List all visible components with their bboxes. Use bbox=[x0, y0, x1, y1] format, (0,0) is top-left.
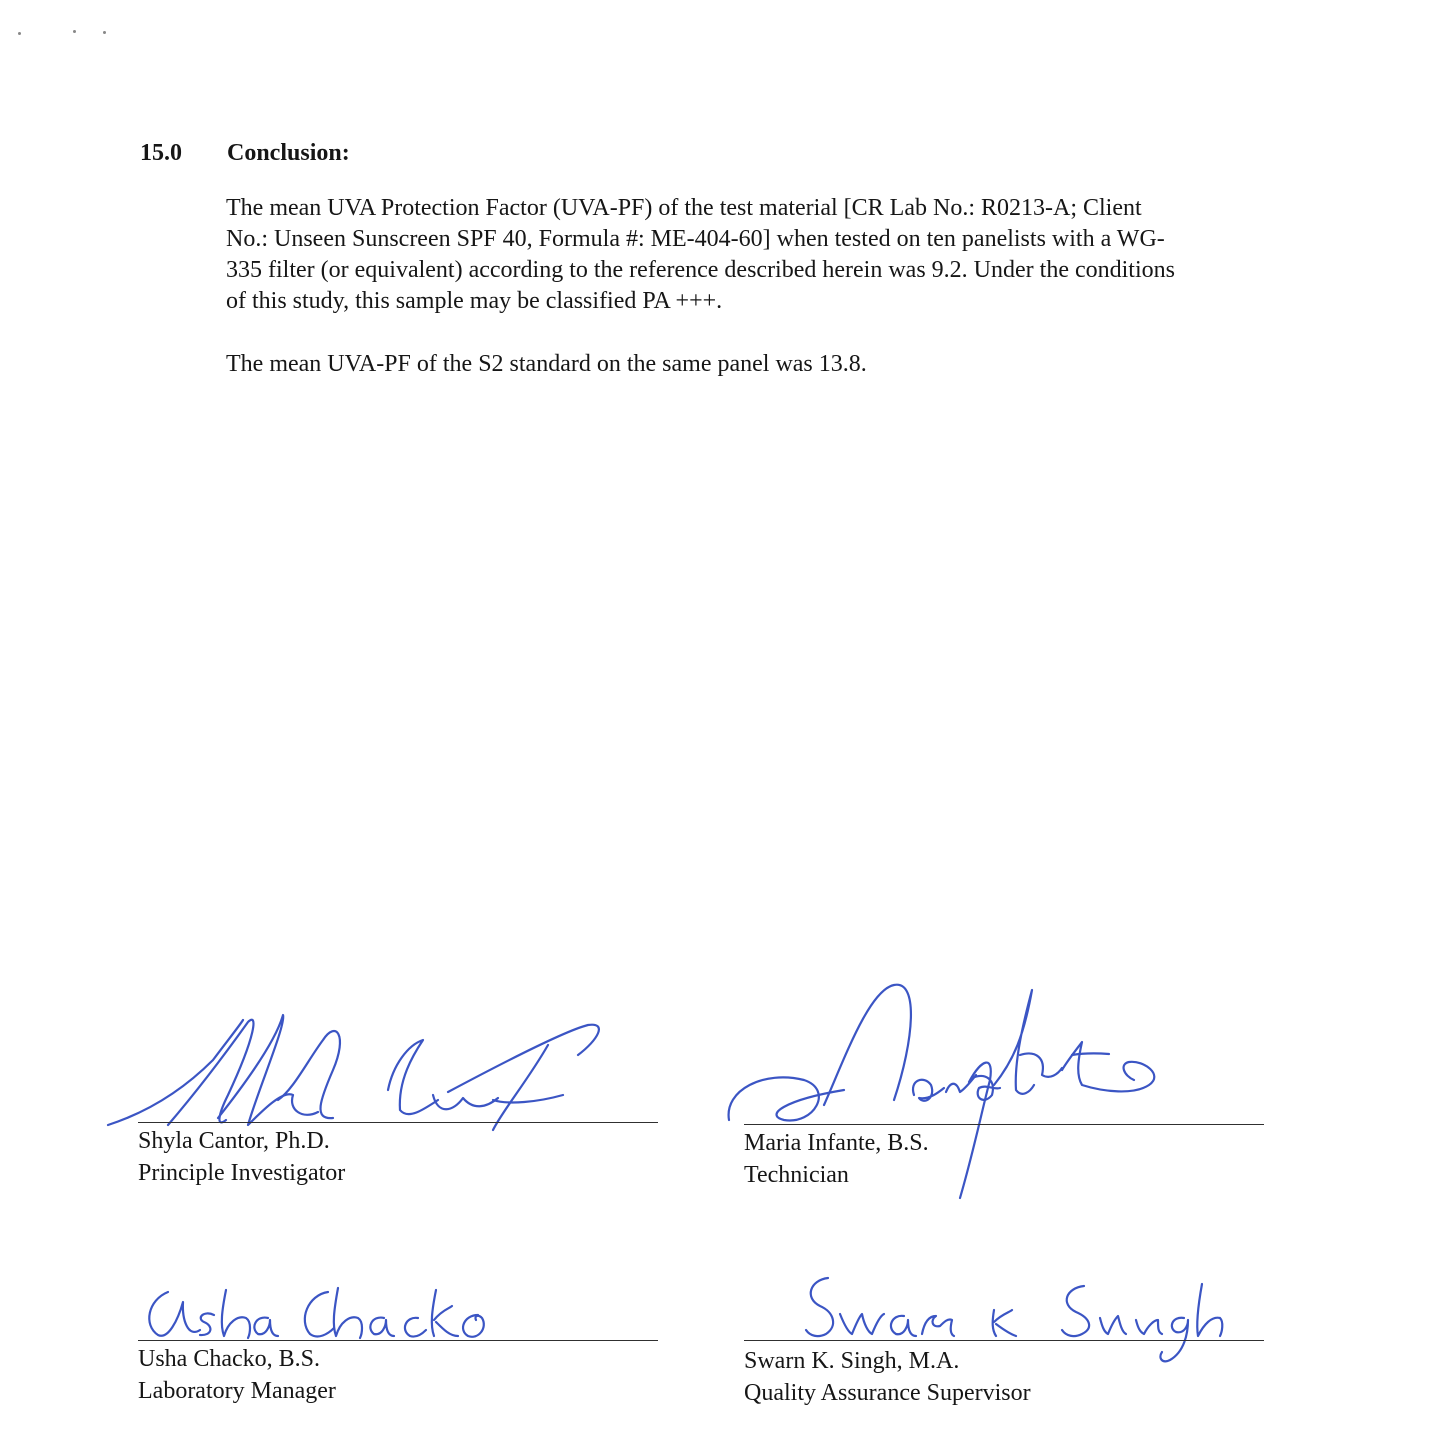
signer-name: Swarn K. Singh, M.A. bbox=[744, 1348, 960, 1374]
handwritten-signature bbox=[108, 1000, 628, 1140]
paragraph-line: The mean UVA Protection Factor (UVA-PF) of the test material [CR Lab No.: R0213-A; Client bbox=[226, 195, 1142, 221]
handwritten-signature bbox=[138, 1270, 658, 1350]
signer-name: Usha Chacko, B.S. bbox=[138, 1346, 320, 1372]
paragraph-line: No.: Unseen Sunscreen SPF 40, Formula #: ME-404-60] when tested on ten panelists with a WG- bbox=[226, 226, 1165, 252]
paragraph-line: 335 filter (or equivalent) according to the reference described herein was 9.2. Under the conditions bbox=[226, 257, 1175, 283]
section-heading bbox=[140, 138, 350, 168]
signature-line bbox=[138, 1122, 658, 1123]
scan-speck bbox=[103, 31, 106, 34]
section-number: 15.0 bbox=[140, 140, 182, 166]
conclusion-paragraph bbox=[226, 193, 1306, 317]
signer-title: Laboratory Manager bbox=[138, 1378, 336, 1404]
signature-line bbox=[744, 1124, 1264, 1125]
section-title: Conclusion: bbox=[227, 140, 350, 166]
signer-name: Shyla Cantor, Ph.D. bbox=[138, 1128, 330, 1154]
standard-paragraph: The mean UVA-PF of the S2 standard on the same panel was 13.8. bbox=[226, 351, 867, 377]
signer-name: Maria Infante, B.S. bbox=[744, 1130, 929, 1156]
signer-title: Principle Investigator bbox=[138, 1160, 346, 1186]
signature-line bbox=[138, 1340, 658, 1341]
paragraph-line: of this study, this sample may be classified PA +++. bbox=[226, 288, 723, 314]
signer-title: Technician bbox=[744, 1162, 849, 1188]
scan-speck bbox=[18, 32, 21, 35]
scan-speck bbox=[73, 30, 76, 33]
signature-line bbox=[744, 1340, 1264, 1341]
signer-title: Quality Assurance Supervisor bbox=[744, 1380, 1031, 1406]
